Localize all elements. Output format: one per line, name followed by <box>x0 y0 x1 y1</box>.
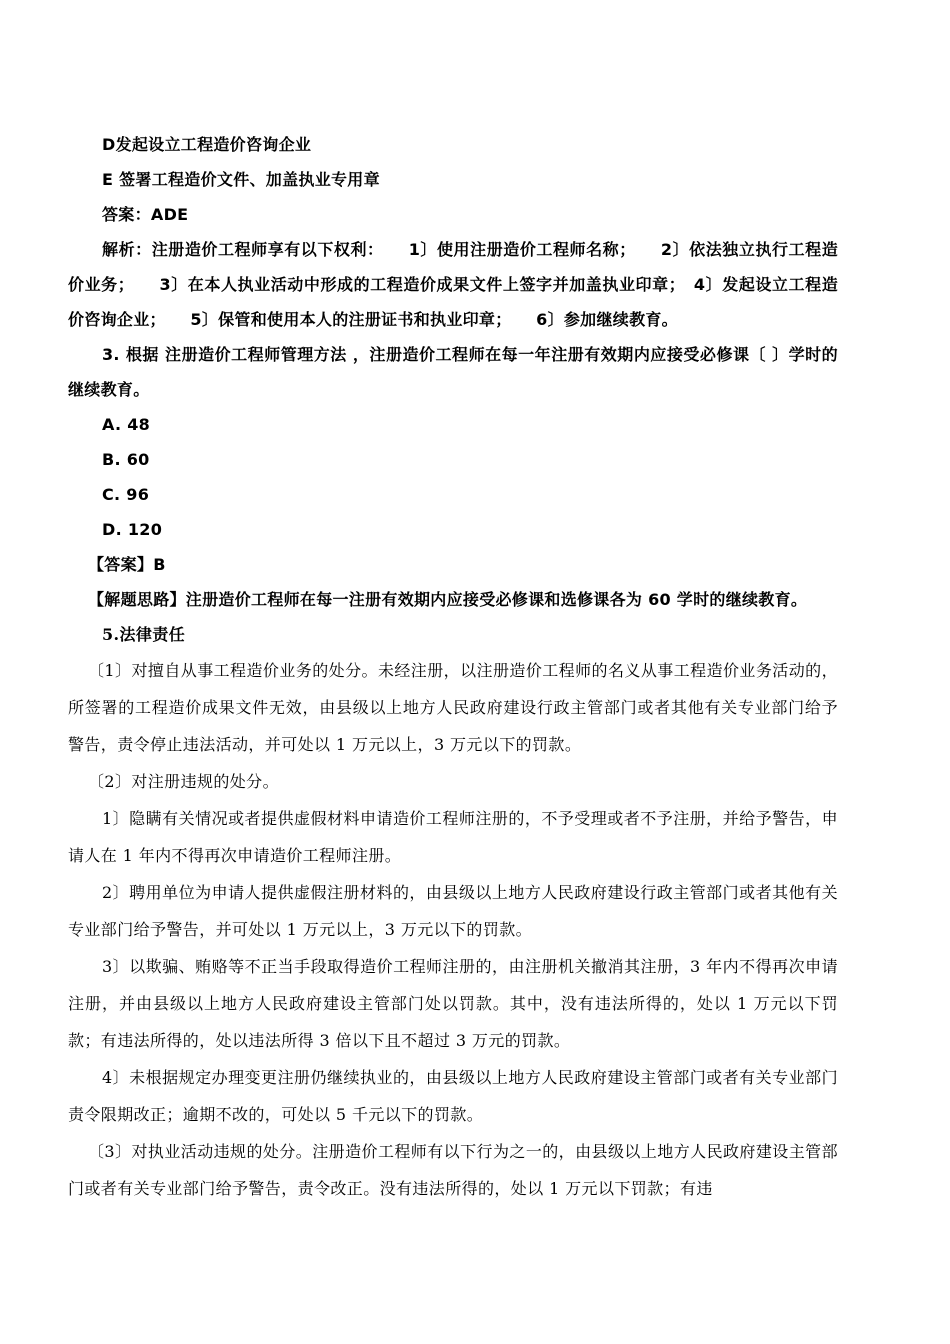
option-a: A. 48 <box>102 415 151 434</box>
section-5-title: 5.法律责任 <box>102 625 186 644</box>
paragraph-1: 〔1〕对擅自从事工程造价业务的处分。未经注册，以注册造价工程师的名义从事工程造价业务活动的，所签署的工程造价成果文件无效，由县级以上地方人民政府建设行政主管部门或者其他有关专业部门给予警告，责令停止违法活动，并可处以 1 万元以上，3 万元以下的罚款。 <box>68 661 838 754</box>
paragraph-2-3: 3〕以欺骗、贿赂等不正当手段取得造价工程师注册的，由注册机关撤消其注册，3 年内不得再次申请注册，并由县级以上地方人民政府建设主管部门处以罚款。其中，没有违法所得的，处以 1 万元以下罚款；有违法所得的，处以违法所得 3 倍以下且不超过 3 万元的罚款。 <box>68 957 838 1050</box>
option-c: C. 96 <box>102 485 150 504</box>
option-d: D. 120 <box>102 520 163 539</box>
option-e-previous: E 签署工程造价文件、加盖执业专用章 <box>102 170 380 189</box>
paragraph-2-1: 1〕隐瞒有关情况或者提供虚假材料申请造价工程师注册的，不予受理或者不予注册，并给予警告，申请人在 1 年内不得再次申请造价工程师注册。 <box>68 809 838 865</box>
document-body <box>68 127 838 1207</box>
paragraph-2: 〔2〕对注册违规的处分。 <box>88 772 279 791</box>
solution-3: 【解题思路】注册造价工程师在每一注册有效期内应接受必修课和选修课各为 60 学时的继续教育。 <box>88 590 808 609</box>
analysis-previous: 解析：注册造价工程师享有以下权利： 1〕使用注册造价工程师名称； 2〕依法独立执行工程造价业务； 3〕在本人执业活动中形成的工程造价成果文件上签字并加盖执业印章； 4〕发起设立工程造价咨询企业； 5〕保管和使用本人的注册证书和执业印章； 6〕参加继续教育。 <box>68 240 838 329</box>
paragraph-2-2: 2〕聘用单位为申请人提供虚假注册材料的，由县级以上地方人民政府建设行政主管部门或者其他有关专业部门给予警告，并可处以 1 万元以上，3 万元以下的罚款。 <box>68 883 838 939</box>
paragraph-3: 〔3〕对执业活动违规的处分。注册造价工程师有以下行为之一的，由县级以上地方人民政府建设主管部门或者有关专业部门给予警告，责令改正。没有违法所得的，处以 1 万元以下罚款；有违 <box>68 1142 838 1198</box>
question-3: 3. 根据 注册造价工程师管理方法 ，注册造价工程师在每一年注册有效期内应接受必修课〔 〕学时的继续教育。 <box>68 345 838 399</box>
option-d-previous: D发起设立工程造价咨询企业 <box>102 135 312 154</box>
answer-3: 【答案】B <box>88 555 166 574</box>
answer-previous: 答案：ADE <box>102 205 189 224</box>
option-b: B. 60 <box>102 450 150 469</box>
paragraph-2-4: 4〕未根据规定办理变更注册仍继续执业的，由县级以上地方人民政府建设主管部门或者有关专业部门责令限期改正；逾期不改的，可处以 5 千元以下的罚款。 <box>68 1068 838 1124</box>
